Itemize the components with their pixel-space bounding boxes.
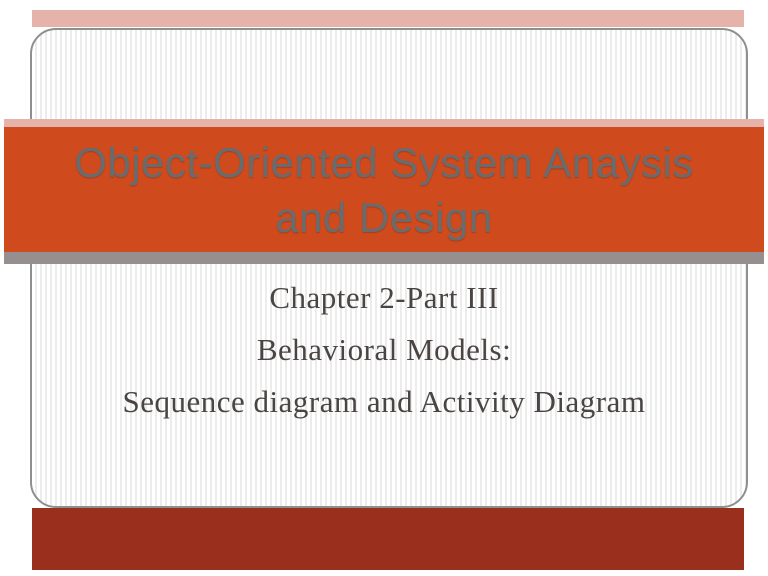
orange-band bbox=[4, 127, 764, 252]
title-line-1: Object-Oriented System Anaysis bbox=[74, 138, 694, 186]
title-banner bbox=[4, 119, 764, 264]
top-accent-bar bbox=[32, 10, 744, 27]
pink-strip bbox=[4, 119, 764, 127]
slide-frame bbox=[30, 28, 748, 508]
shadow-bar bbox=[4, 252, 764, 264]
bottom-accent-bar bbox=[32, 508, 744, 570]
subtitle-block bbox=[0, 272, 768, 428]
slide-title bbox=[74, 135, 694, 245]
subtitle-line: Behavioral Models: bbox=[256, 332, 512, 367]
subtitle-line: Chapter 2-Part III bbox=[269, 280, 499, 315]
title-line-2: and Design bbox=[275, 193, 493, 241]
subtitle-line: Sequence diagram and Activity Diagram bbox=[122, 384, 646, 419]
